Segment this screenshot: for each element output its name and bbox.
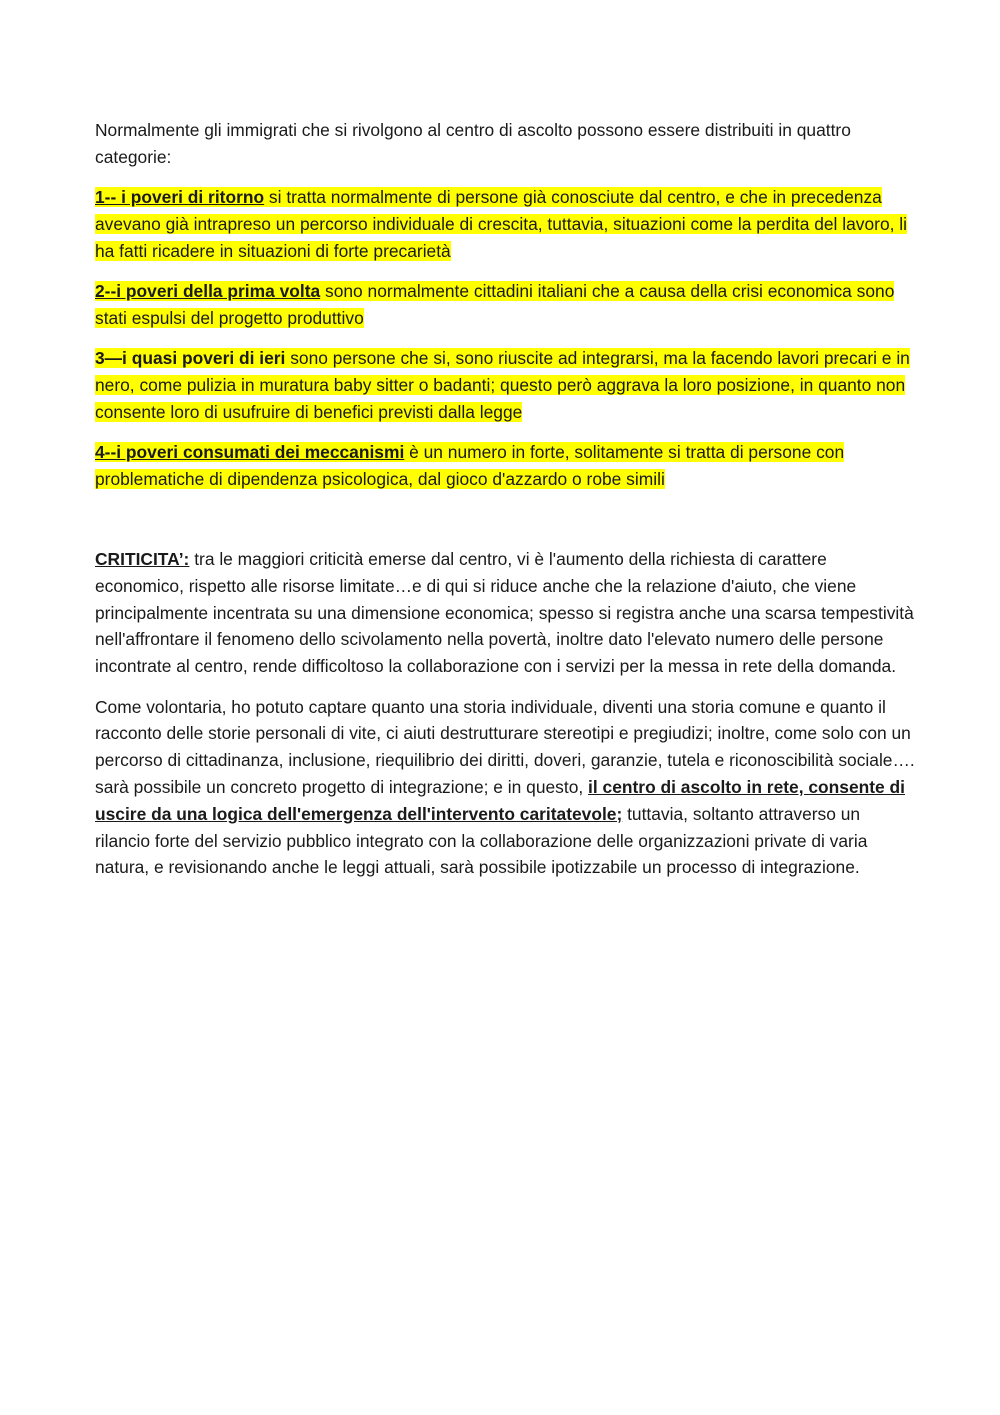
category-description: sono persone che si, sono riuscite ad integrarsi, ma la facendo lavori precari e in nero, come pulizia in muratura baby sitter o badanti; questo però aggrava la loro posizione, in quanto non consente loro di usufruire di benefici previsti dalla legge — [95, 348, 910, 422]
category-paragraph-2 — [95, 278, 915, 332]
conclusion-text-start: Come volontaria, ho potuto captare quanto una storia individuale, diventi una storia comune e quanto il racconto delle storie personali di vite, ci aiuti destrutturare stereotipi e pregiudizi; inoltre, come solo con un percorso di cittadinanza, inclusione, riequilibrio dei diritti, doveri, garanzie, tutela e riconoscibilità sociale…. sarà possibile un concreto progetto di integrazione; e in questo, — [95, 696, 915, 797]
category-title: 3—i quasi poveri di ieri — [95, 348, 286, 369]
conclusion-paragraph — [95, 694, 915, 882]
blank-line — [95, 506, 915, 546]
criticita-heading: CRITICITA’: — [95, 549, 190, 570]
category-title: 4--i poveri consumati dei meccanismi — [95, 441, 405, 462]
conclusion-emphasis: il centro di ascolto in rete, consente di uscire da una logica dell'emergenza dell'intervento caritatevole; — [95, 776, 906, 824]
highlighted-text — [95, 281, 894, 328]
category-description: sono normalmente cittadini italiani che a causa della crisi economica sono stati espulsi del progetto produttivo — [95, 280, 895, 328]
conclusion-text-end: tuttavia, soltanto attraverso un rilancio forte del servizio pubblico integrato con la collaborazione delle organizzazioni private di varia natura, e revisionando anche le leggi attuali, sarà possibile ipotizzabile un processo di integrazione. — [95, 803, 868, 878]
category-description: si tratta normalmente di persone già conosciute dal centro, e che in precedenza avevano già intrapreso un percorso individuale di crescita, tuttavia, situazioni come la perdita del lavoro, li ha fatti ricadere in situazioni di forte precarietà — [95, 187, 908, 261]
highlighted-text — [95, 187, 907, 261]
intro-paragraph: Normalmente gli immigrati che si rivolgono al centro di ascolto possono essere distribuiti in quattro categorie: — [95, 120, 851, 167]
criticita-paragraph — [95, 546, 915, 680]
category-paragraph-4 — [95, 439, 915, 493]
highlighted-text — [95, 348, 910, 422]
category-description: è un numero in forte, solitamente si tratta di persone con problematiche di dipendenza psicologica, dal gioco d'azzardo o robe simili — [95, 441, 845, 489]
category-paragraph-1 — [95, 184, 915, 264]
category-title: 1-- i poveri di ritorno — [95, 187, 265, 208]
category-paragraph-3 — [95, 345, 915, 425]
highlighted-text — [95, 442, 844, 489]
category-title: 2--i poveri della prima volta — [95, 280, 321, 301]
document-page — [95, 117, 915, 895]
criticita-text: tra le maggiori criticità emerse dal centro, vi è l'aumento della richiesta di carattere economico, rispetto alle risorse limitate…e di qui si riduce anche che la relazione d'aiuto, che viene principalmente incentrata su una dimensione economica; spesso si registra anche una scarsa tempestività nell'affrontare il fenomeno dello scivolamento nella povertà, inoltre dato l'elevato numero delle persone incontrate al centro, rende difficoltoso la collaborazione con i servizi per la messa in rete della domanda. — [95, 549, 914, 677]
